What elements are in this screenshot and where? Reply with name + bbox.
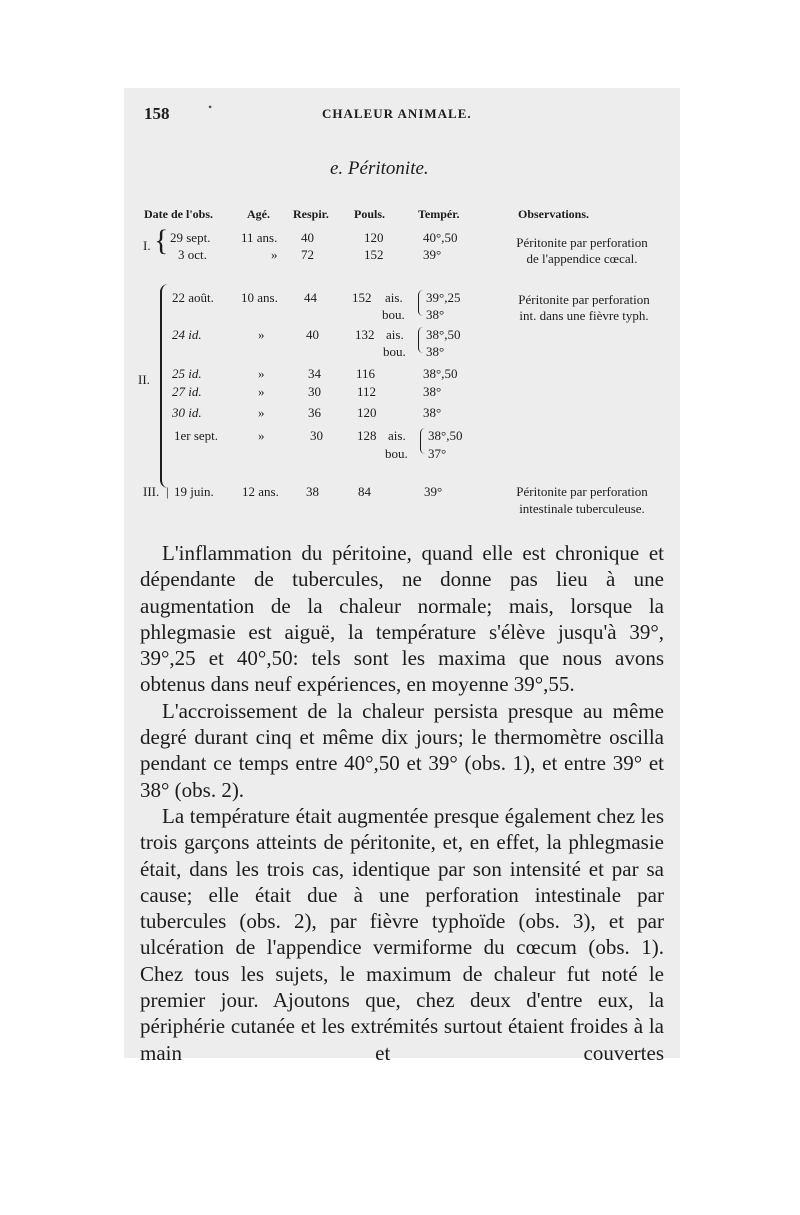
body-text (140, 540, 664, 1066)
cell-respir: 34 (308, 366, 321, 381)
paragraph: L'inflammation du péritoine, quand elle est chronique et dépendante de tubercules, ne donne pas lieu à une augmentation de la chaleur normale; mais, lorsque la phlegmasie est aiguë, la température s'élève jusqu'à 39°, 39°,25 et 40°,50: tels sont les maxima que nous avons obtenus dans neuf expériences, en moyenne 39°,55. (140, 541, 664, 697)
cell-ais: ais. (388, 428, 406, 443)
cell-temp: 38°,50 (426, 327, 461, 342)
cell-pouls: 132 (355, 327, 375, 342)
cell-age: » (258, 405, 265, 420)
cell-observation: Péritonite par perforation (516, 484, 648, 499)
cell-age: » (258, 428, 265, 443)
brace (418, 290, 423, 316)
cell-pouls: 84 (358, 484, 371, 499)
cell-pouls: 152 (352, 290, 372, 305)
cell-observation: intestinale tuberculeuse. (519, 501, 645, 516)
cell-temp: 39° (424, 484, 443, 499)
cell-date: 19 juin. (174, 484, 214, 499)
cell-pouls: 120 (364, 230, 384, 245)
brace: { (154, 224, 169, 257)
cell-ais: ais. (386, 327, 404, 342)
cell-pouls: 120 (357, 405, 377, 420)
row-separator: | (166, 484, 169, 499)
brace (418, 327, 423, 353)
cell-temp: 37° (428, 446, 447, 461)
brace (160, 284, 168, 488)
cell-temp: 40°,50 (423, 230, 458, 245)
cell-respir: 40 (306, 327, 319, 342)
col-header-observations: Observations. (518, 207, 590, 221)
group-roman: II. (138, 372, 150, 387)
col-header-date: Date de l'obs. (144, 207, 213, 221)
running-title: CHALEUR ANIMALE. (322, 106, 472, 121)
group-roman: I. (143, 238, 151, 253)
page-header (144, 100, 664, 128)
cell-bou: bou. (382, 307, 405, 322)
cell-temp: 38° (423, 405, 442, 420)
col-header-respir: Respir. (293, 207, 329, 221)
cell-temp: 39°,25 (426, 290, 461, 305)
cell-date: 1er sept. (174, 428, 219, 443)
cell-respir: 72 (301, 247, 314, 262)
page-number: 158 (144, 104, 170, 123)
cell-date: 25 id. (172, 366, 202, 381)
cell-age: 10 ans. (241, 290, 278, 305)
cell-observation: Péritonite par perforation (516, 235, 648, 250)
cell-date: 30 id. (172, 405, 202, 420)
brace (420, 428, 425, 454)
cell-temp: 38° (423, 384, 442, 399)
col-header-temp: Tempér. (418, 207, 460, 221)
cell-age: » (258, 327, 265, 342)
cell-observation: Péritonite par perforation (518, 292, 650, 307)
group-roman: III. (143, 484, 160, 499)
cell-respir: 44 (304, 290, 317, 305)
cell-age: » (271, 247, 278, 262)
cell-age: 11 ans. (241, 230, 278, 245)
cell-observation: de l'appendice cœcal. (526, 251, 638, 266)
cell-temp: 38° (426, 344, 445, 359)
cell-respir: 30 (310, 428, 323, 443)
cell-temp: 38°,50 (428, 428, 463, 443)
col-header-pouls: Pouls. (354, 207, 386, 221)
paragraph: La température était augmentée presque également chez les trois garçons atteints de péritonite, et, en effet, la phlegmasie était, dans les trois cas, identique par son intensité et par sa cause; elle était due à une perforation intestinale par tubercules (obs. 2), par fièvre typhoïde (obs. 3), et par ulcération de l'appendice vermiforme du cœcum (obs. 1). Chez tous les sujets, le maximum de chaleur fut noté le premier jour. Ajoutons que, chez deux d'entre eux, la périphérie cutanée et les extrémités surtout étaient froides à la main et couvertes (140, 803, 664, 1065)
cell-date: 3 oct. (178, 247, 207, 262)
cell-bou: bou. (385, 446, 408, 461)
cell-age: 12 ans. (242, 484, 279, 499)
cell-respir: 40 (301, 230, 314, 245)
cell-observation: int. dans une fièvre typh. (519, 308, 649, 323)
col-header-age: Agé. (247, 207, 270, 221)
cell-pouls: 152 (364, 247, 384, 262)
cell-bou: bou. (383, 344, 406, 359)
ink-speck: • (208, 100, 213, 114)
cell-date: 22 août. (172, 290, 214, 305)
cell-temp: 38° (426, 307, 445, 322)
cell-age: » (258, 384, 265, 399)
cell-respir: 36 (308, 405, 321, 420)
cell-date: 29 sept. (170, 230, 211, 245)
cell-temp: 38°,50 (423, 366, 458, 381)
cell-age: » (258, 366, 265, 381)
cell-respir: 38 (306, 484, 319, 499)
cell-pouls: 128 (357, 428, 377, 443)
cell-respir: 30 (308, 384, 321, 399)
cell-date: 24 id. (172, 327, 202, 342)
paragraph: L'accroissement de la chaleur persista presque au même degré durant cinq et même dix jours; le thermomètre oscilla pendant ce temps entre 40°,50 et 39° (obs. 1), et entre 39° et 38° (obs. 2). (140, 698, 664, 802)
cell-temp: 39° (423, 247, 442, 262)
cell-ais: ais. (385, 290, 403, 305)
cell-pouls: 116 (356, 366, 376, 381)
section-title: e. Péritonite. (330, 158, 429, 179)
cell-pouls: 112 (357, 384, 377, 399)
cell-date: 27 id. (172, 384, 202, 399)
